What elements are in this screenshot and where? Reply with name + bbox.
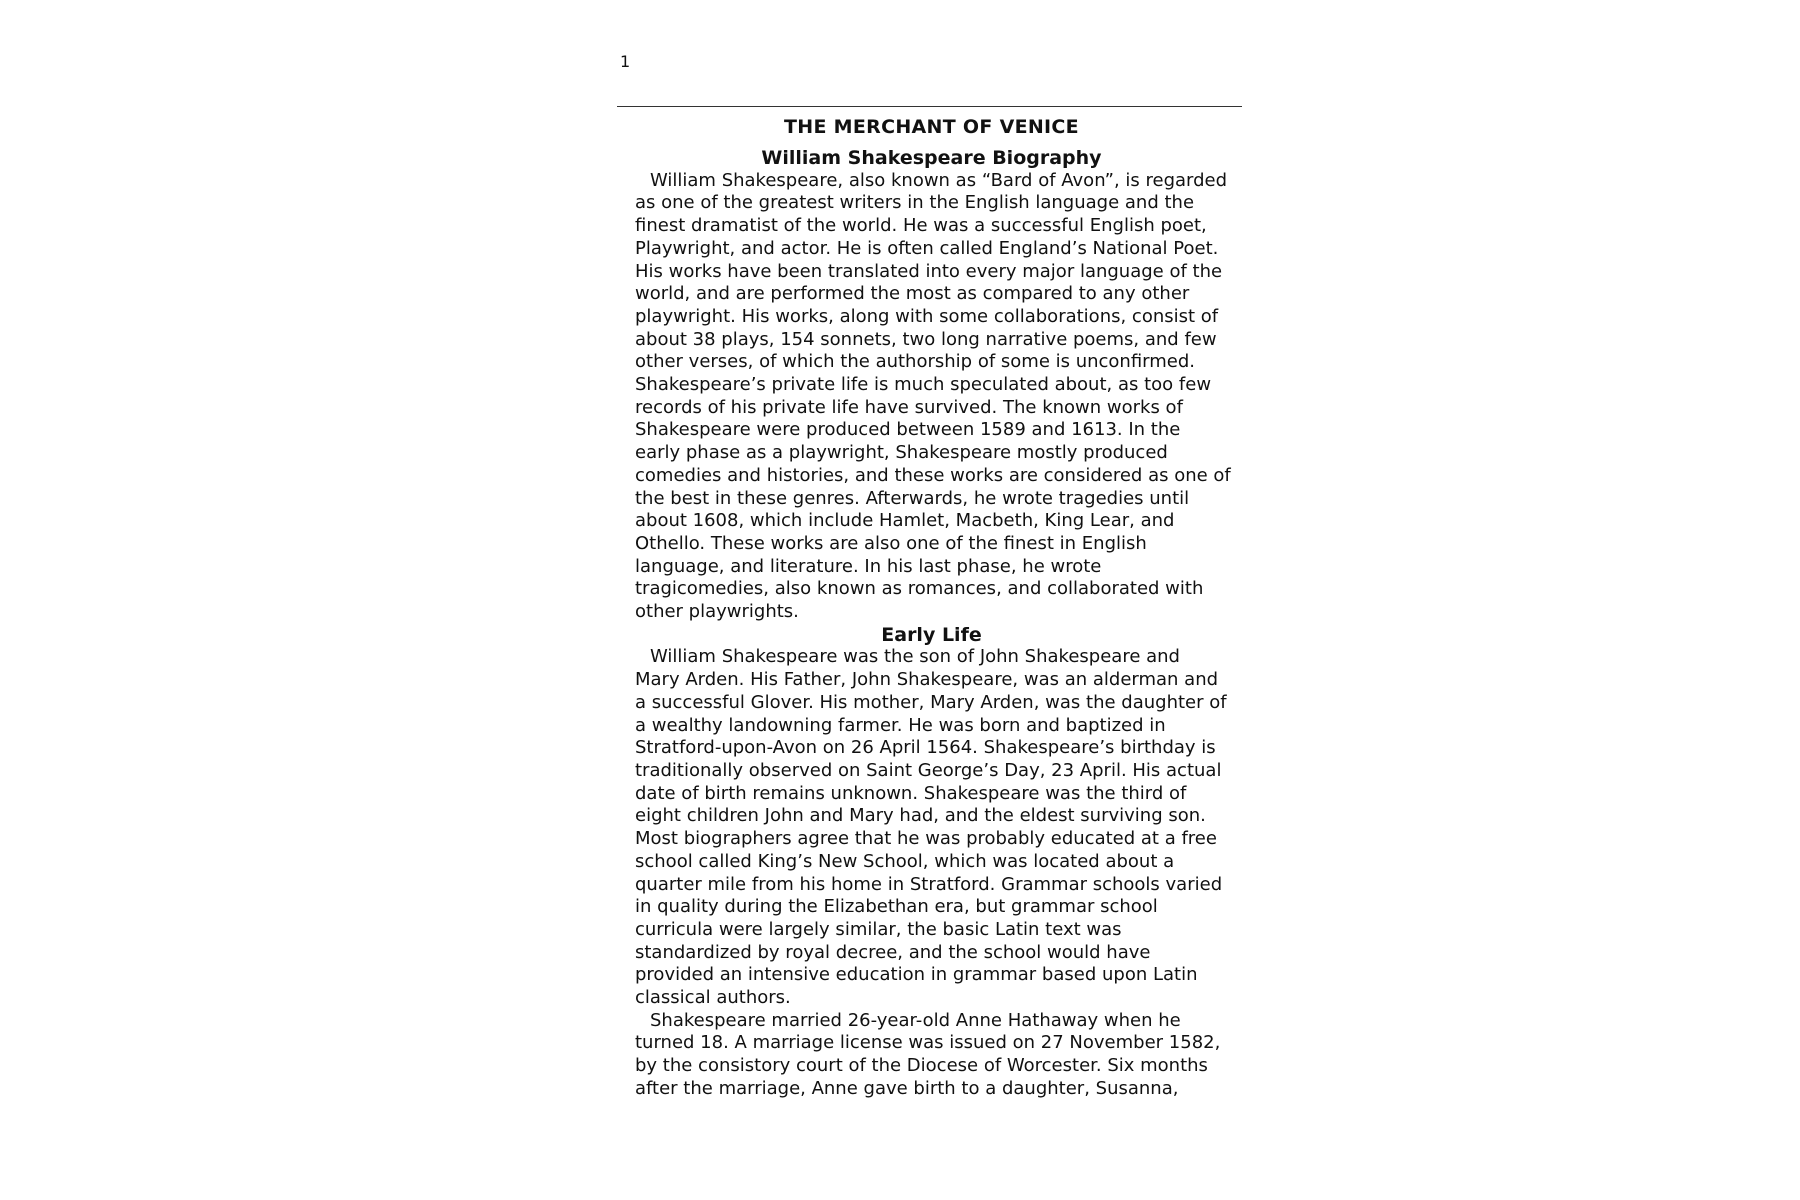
header-divider [617, 106, 1242, 107]
text-line: other playwrights. [635, 601, 799, 623]
text-line: Shakespeare’s private life is much speculated about, as too few [635, 374, 1212, 396]
text-line: world, and are performed the most as compared to any other [635, 283, 1190, 305]
text-line: quarter mile from his home in Stratford. Grammar schools varied [635, 873, 1223, 895]
text-line: William Shakespeare, also known as “Bard of Avon”, is regarded [650, 169, 1228, 191]
text-line: His works have been translated into every major language of the [635, 260, 1223, 282]
text-line: finest dramatist of the world. He was a successful English poet, [635, 215, 1207, 237]
text-line: other verses, of which the authorship of some is unconfirmed. [635, 351, 1196, 373]
text-line: eight children John and Mary had, and the eldest surviving son. [635, 805, 1206, 827]
paragraph [619, 170, 1244, 624]
document-page [617, 0, 1249, 1200]
text-line: language, and literature. In his last phase, he wrote [635, 555, 1102, 577]
text-line: about 1608, which include Hamlet, Macbeth, King Lear, and [635, 510, 1175, 532]
section-heading: Early Life [881, 623, 982, 646]
text-line: Shakespeare were produced between 1589 and 1613. In the [635, 419, 1181, 441]
text-line: the best in these genres. Afterwards, he wrote tragedies until [635, 487, 1190, 509]
text-line: traditionally observed on Saint George’s Day, 23 April. His actual [635, 759, 1222, 781]
text-line: by the consistory court of the Diocese of Worcester. Six months [635, 1055, 1208, 1077]
text-line: William Shakespeare was the son of John Shakespeare and [650, 646, 1180, 668]
text-line: Shakespeare married 26-year-old Anne Hathaway when he [650, 1009, 1181, 1031]
text-line: comedies and histories, and these works are considered as one of [635, 464, 1231, 486]
section-early-life [619, 624, 1244, 1101]
text-line: a successful Glover. His mother, Mary Arden, was the daughter of [635, 691, 1227, 713]
text-line: turned 18. A marriage license was issued on 27 November 1582, [635, 1032, 1221, 1054]
section-biography [619, 147, 1244, 624]
text-line: Othello. These works are also one of the finest in English [635, 532, 1147, 554]
text-line: Stratford-upon-Avon on 26 April 1564. Shakespeare’s birthday is [635, 737, 1216, 759]
text-line: as one of the greatest writers in the English language and the [635, 192, 1195, 214]
page-number: 1 [620, 52, 631, 71]
text-line: records of his private life have survived. The known works of [635, 396, 1183, 418]
text-line: standardized by royal decree, and the school would have [635, 941, 1151, 963]
text-line: curricula were largely similar, the basic Latin text was [635, 918, 1122, 940]
text-line: Most biographers agree that he was probably educated at a free [635, 828, 1217, 850]
text-line: a wealthy landowning farmer. He was born and baptized in [635, 714, 1166, 736]
text-line: date of birth remains unknown. Shakespeare was the third of [635, 782, 1187, 804]
text-line: after the marriage, Anne gave birth to a daughter, Susanna, [635, 1077, 1179, 1099]
section-heading: William Shakespeare Biography [761, 147, 1102, 169]
text-line: Mary Arden. His Father, John Shakespeare, was an alderman and [635, 669, 1219, 691]
text-line: Playwright, and actor. He is often called England’s National Poet. [635, 237, 1219, 259]
text-line: early phase as a playwright, Shakespeare mostly produced [635, 442, 1168, 464]
document-title: THE MERCHANT OF VENICE [784, 116, 1079, 138]
paragraph [619, 1010, 1244, 1101]
text-line: playwright. His works, along with some collaborations, consist of [635, 305, 1219, 327]
text-line: school called King’s New School, which was located about a [635, 850, 1175, 872]
text-line: tragicomedies, also known as romances, and collaborated with [635, 578, 1204, 600]
text-line: in quality during the Elizabethan era, but grammar school [635, 896, 1158, 918]
page-content [619, 115, 1244, 1101]
text-line: about 38 plays, 154 sonnets, two long narrative poems, and few [635, 328, 1217, 350]
paragraph [619, 646, 1244, 1009]
text-line: classical authors. [635, 987, 791, 1009]
text-line: provided an intensive education in grammar based upon Latin [635, 964, 1198, 986]
